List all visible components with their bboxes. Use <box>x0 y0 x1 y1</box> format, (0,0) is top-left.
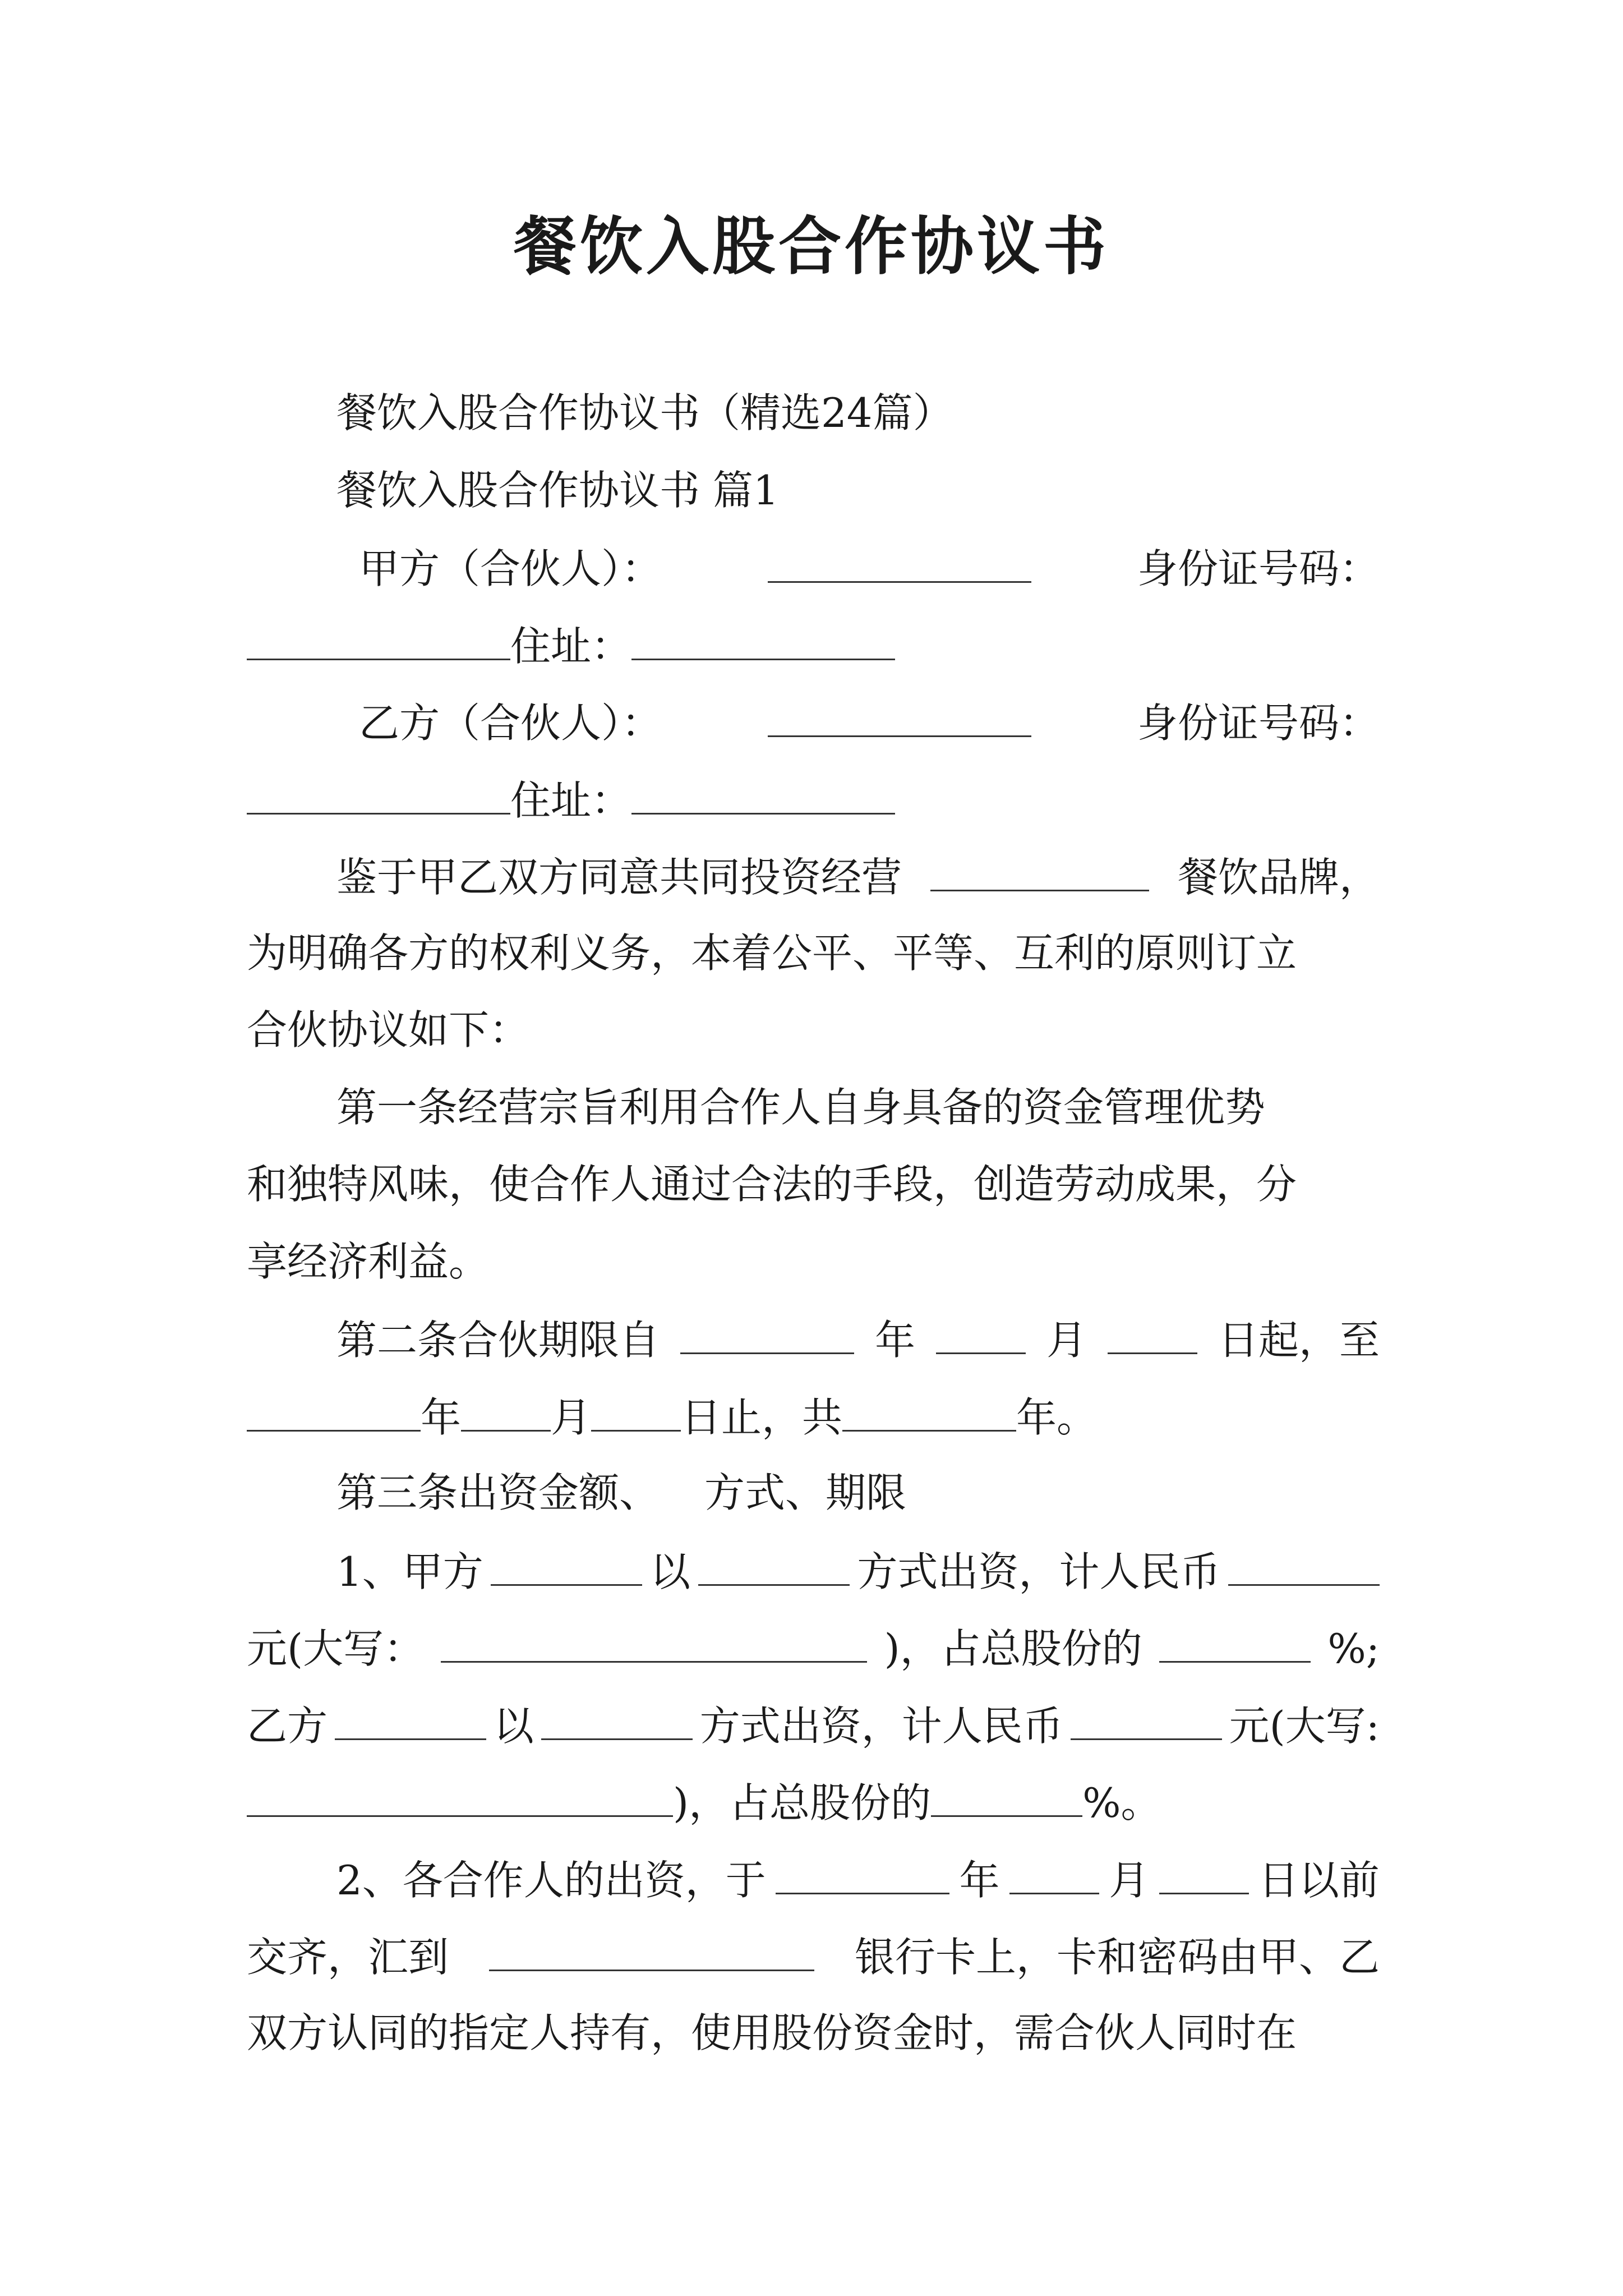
start-day-blank <box>1108 1318 1197 1354</box>
party-a-id-blank <box>247 624 510 660</box>
clause-1-method: 方式出资，计人民币 <box>857 1548 1221 1596</box>
party-a-line <box>359 545 1380 593</box>
party-b-addr-label: 住址： <box>510 777 632 825</box>
article-2-line-2 <box>247 1394 1098 1442</box>
total-years-blank <box>842 1396 1016 1432</box>
party-a-name-blank <box>768 547 1031 583</box>
year-label: 年 <box>874 1317 915 1364</box>
deposit-year-blank <box>776 1858 949 1894</box>
clause-2-transfer: 交齐，汇到 <box>247 1934 449 1981</box>
clause-2-month: 月 <box>1109 1857 1150 1904</box>
section-heading: 餐饮入股合作协议书 篇1 <box>336 467 779 514</box>
clause-1-party-b: 乙方 <box>247 1703 328 1750</box>
clause-1-line-4 <box>247 1779 1161 1827</box>
party-b-capital-blank <box>247 1781 673 1817</box>
party-b-pct-blank <box>931 1781 1082 1817</box>
party-a-rmb-blank <box>1228 1550 1380 1586</box>
clause-1-yuan: 元(大写： <box>247 1625 425 1673</box>
article-3-title-b: 方式、期限 <box>704 1469 907 1516</box>
article-1-line-2: 和独特风味，使合作人通过合法的手段，创造劳动成果，分 <box>247 1161 1297 1208</box>
clause-1-line-3 <box>247 1703 1380 1750</box>
article-3-title <box>336 1469 907 1516</box>
years-end-label: 年。 <box>1016 1394 1098 1442</box>
clause-1-pct-b: %。 <box>1082 1779 1161 1827</box>
end-year-blank <box>247 1396 421 1432</box>
intro-line-2: 为明确各方的权利义务，本着公平、平等、互利的原则订立 <box>247 930 1297 977</box>
deposit-month-blank <box>1009 1858 1099 1894</box>
day-to-label: 日止，共 <box>681 1394 843 1442</box>
clause-1-share: )，占总股份的 <box>884 1625 1142 1673</box>
start-month-blank <box>936 1318 1026 1354</box>
party-a-amount-blank <box>491 1550 642 1586</box>
document-title: 餐饮入股合作协议书 <box>514 210 1109 283</box>
clause-2-before: 日以前 <box>1258 1857 1380 1904</box>
party-b-id-blank <box>247 779 510 815</box>
clause-2-year: 年 <box>959 1857 1000 1904</box>
party-a-method-blank <box>698 1550 850 1586</box>
party-b-id-label: 身份证号码： <box>1137 700 1380 747</box>
party-a-pct-blank <box>1159 1627 1311 1663</box>
article-2-text: 第二条合伙期限自 <box>336 1317 660 1364</box>
clause-1-yuan-b: 元(大写: <box>1229 1703 1380 1750</box>
start-year-blank <box>680 1318 854 1354</box>
clause-1-with: 以 <box>650 1548 691 1596</box>
party-b-addr-line <box>247 777 895 825</box>
party-a-capital-blank <box>441 1627 867 1663</box>
intro-text-b: 餐饮品牌， <box>1177 854 1380 901</box>
clause-1-with-b: 以 <box>493 1703 534 1750</box>
article-1-line-3: 享经济利益。 <box>247 1238 490 1285</box>
party-a-addr-line <box>247 623 895 670</box>
party-b-method-blank <box>541 1704 693 1740</box>
end-day-blank <box>591 1396 681 1432</box>
party-b-name-blank <box>768 701 1031 737</box>
party-a-addr-label: 住址： <box>510 623 632 670</box>
party-b-amount-blank <box>335 1704 486 1740</box>
clause-2-line-3: 双方认同的指定人持有，使用股份资金时，需合伙人同时在 <box>247 2009 1297 2056</box>
month-label: 月 <box>1046 1317 1087 1364</box>
article-1-line-1: 第一条经营宗旨利用合作人自身具备的资金管理优势 <box>336 1084 1266 1131</box>
clause-1-party-a: 1、甲方 <box>336 1548 483 1596</box>
subtitle: 餐饮入股合作协议书（精选24篇） <box>336 389 953 436</box>
party-b-addr-blank <box>631 779 895 815</box>
clause-2-card: 银行卡上，卡和密码由甲、乙 <box>854 1934 1380 1981</box>
clause-1-method-b: 方式出资，计人民币 <box>699 1703 1063 1750</box>
article-2-line-1 <box>336 1317 1380 1364</box>
party-a-label: 甲方（合伙人）： <box>359 545 662 593</box>
intro-line-3: 合伙协议如下： <box>247 1006 530 1053</box>
intro-text-a: 鉴于甲乙双方同意共同投资经营 <box>336 854 902 901</box>
deposit-day-blank <box>1159 1858 1249 1894</box>
party-a-id-label: 身份证号码： <box>1137 545 1380 593</box>
clause-1-share-b: )，占总股份的 <box>673 1779 932 1827</box>
end-month-blank <box>461 1396 551 1432</box>
party-b-line <box>359 700 1380 747</box>
month-label-2: 月 <box>551 1394 592 1442</box>
intro-line-1 <box>336 854 1380 901</box>
clause-2-line-2 <box>247 1934 1380 1981</box>
party-b-rmb-blank <box>1071 1704 1222 1740</box>
clause-1-line-2 <box>247 1625 1380 1673</box>
bank-blank <box>489 1935 814 1971</box>
clause-2-text: 2、各合作人的出资，于 <box>336 1857 766 1904</box>
party-b-label: 乙方（合伙人）： <box>359 700 662 747</box>
party-a-addr-blank <box>631 624 895 660</box>
clause-2-line-1 <box>336 1857 1380 1904</box>
clause-1-pct: %; <box>1327 1625 1380 1673</box>
clause-1-line-1 <box>336 1548 1380 1596</box>
brand-blank <box>930 855 1149 891</box>
article-3-title-a: 第三条出资金额、 <box>336 1469 660 1516</box>
day-from-label: 日起，至 <box>1218 1317 1380 1364</box>
year-label-2: 年 <box>421 1394 462 1442</box>
